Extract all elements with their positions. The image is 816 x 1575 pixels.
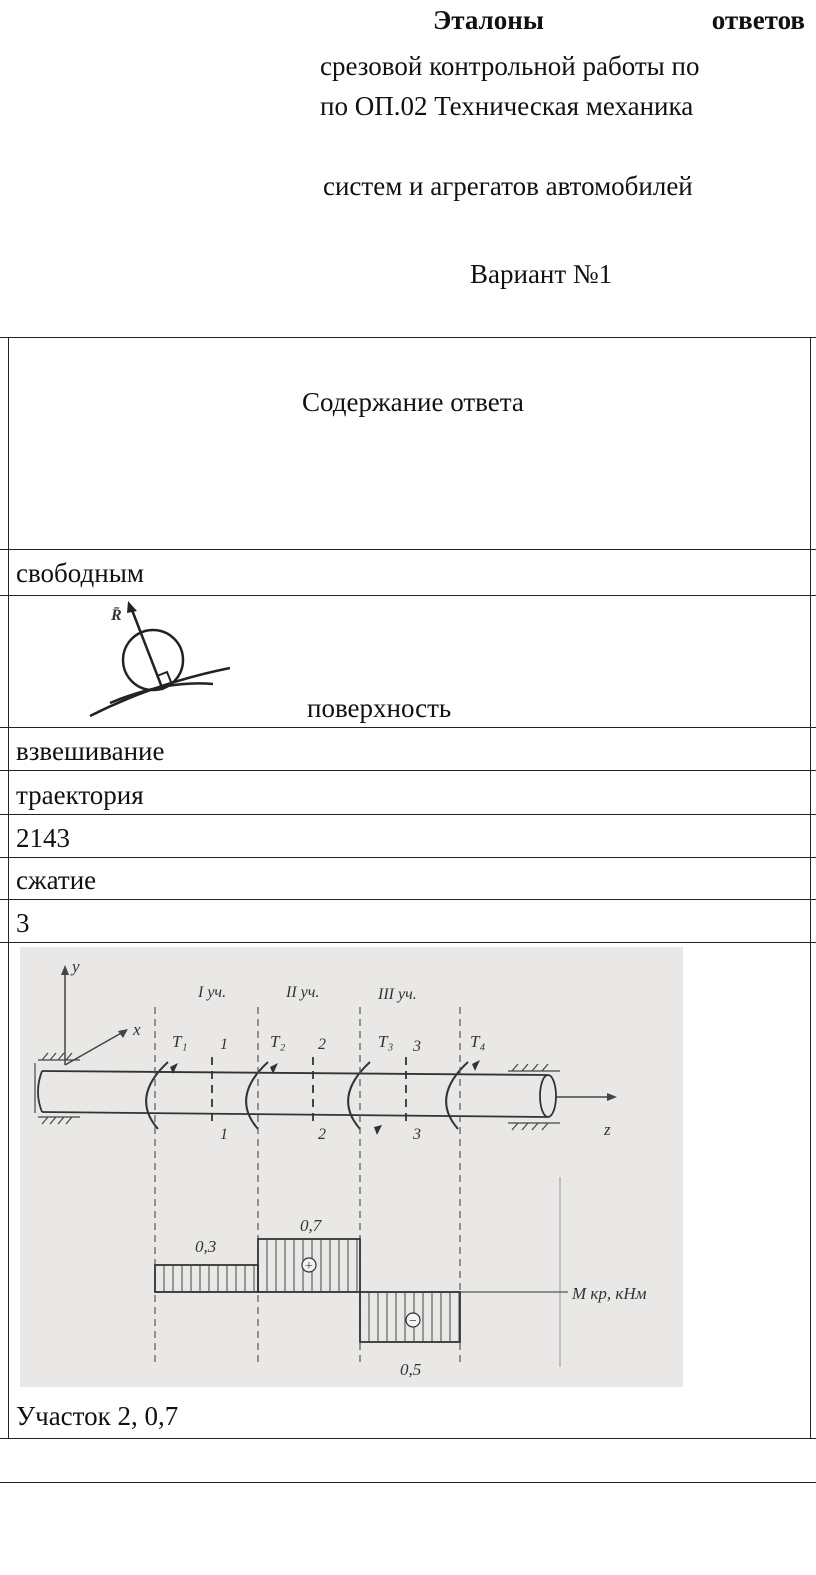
z-axis-label: z [604, 1120, 611, 1139]
left-support [35, 1053, 80, 1124]
x-axis-label: x [133, 1020, 141, 1039]
z-axis-arrow [607, 1093, 617, 1101]
torque-block-section-1 [155, 1265, 258, 1292]
shaft-right-end [540, 1075, 556, 1117]
reaction-vector [132, 610, 163, 690]
row-divider [0, 1438, 816, 1439]
minus-sign: − [409, 1314, 417, 1329]
body-circle [123, 630, 183, 690]
answer-row-7: 3 [16, 908, 30, 938]
answer-row-1: свободным [16, 558, 144, 588]
torque-arrowheads [170, 1060, 480, 1135]
value-label-0-7: 0,7 [300, 1216, 322, 1235]
row-divider [0, 1482, 816, 1483]
table-right-border [810, 337, 811, 1438]
value-label-0-3: 0,3 [195, 1237, 217, 1256]
shaft-bottom-edge [42, 1112, 548, 1117]
y-axis-arrow [61, 965, 69, 975]
row-divider [0, 814, 816, 815]
reaction-label: R̄ [111, 607, 122, 624]
column-header: Содержание ответа [302, 387, 524, 417]
document-title [433, 4, 805, 36]
section-cuts [212, 1057, 406, 1127]
title-word-2: ответов [711, 5, 805, 35]
answer-row-5: 2143 [16, 823, 70, 853]
row-divider [0, 549, 816, 550]
torque-diagram [20, 947, 683, 1387]
y-axis-label: y [72, 957, 80, 976]
table-border-top [0, 337, 816, 338]
shaft-top-edge [42, 1071, 548, 1075]
row-divider [0, 942, 816, 943]
row-divider [0, 899, 816, 900]
shaft-left-end [38, 1071, 42, 1112]
row-divider [0, 770, 816, 771]
answer-row-4: траектория [16, 780, 144, 810]
subtitle-line-3: систем и агрегатов автомобилей [323, 171, 693, 201]
cut-label-2-top: 2 [318, 1036, 326, 1053]
section-label-2: II уч. [286, 984, 320, 1001]
torque-label-4: T₄ [470, 1032, 486, 1051]
diagram-axis-label: М кр, кНм [572, 1284, 647, 1303]
row-divider [0, 595, 816, 596]
section-label-3: III уч. [378, 986, 417, 1003]
torque-diagram-photo [20, 947, 683, 1387]
cut-label-1-top: 1 [220, 1036, 228, 1053]
cut-label-2-bottom: 2 [318, 1126, 326, 1143]
row-divider [0, 727, 816, 728]
torque-label-1: T₁ [172, 1032, 188, 1051]
plus-sign: + [305, 1259, 313, 1274]
torque-label-2: T₂ [270, 1032, 286, 1051]
section-label-1: I уч. [198, 984, 227, 1001]
cut-label-3-bottom: 3 [413, 1126, 421, 1143]
torque-label-3: T₃ [378, 1032, 394, 1051]
subtitle-line-2: по ОП.02 Техническая механика [320, 91, 694, 121]
subtitle-line-1: срезовой контрольной работы по [320, 51, 700, 81]
answer-row-8: Участок 2, 0,7 [16, 1401, 179, 1431]
cut-label-3-top: 3 [413, 1038, 421, 1055]
answer-row-6: сжатие [16, 865, 97, 895]
table-left-border [8, 337, 9, 1438]
reaction-diagram [85, 598, 235, 723]
reaction-arrowhead [127, 601, 137, 613]
answer-row-2: поверхность [307, 693, 452, 723]
answer-row-3: взвешивание [16, 736, 165, 766]
row-divider [0, 857, 816, 858]
cut-label-1-bottom: 1 [220, 1126, 228, 1143]
value-label-0-5: 0,5 [400, 1360, 422, 1379]
variant-label: Вариант №1 [470, 259, 613, 289]
title-word-1: Эталоны [433, 5, 544, 35]
